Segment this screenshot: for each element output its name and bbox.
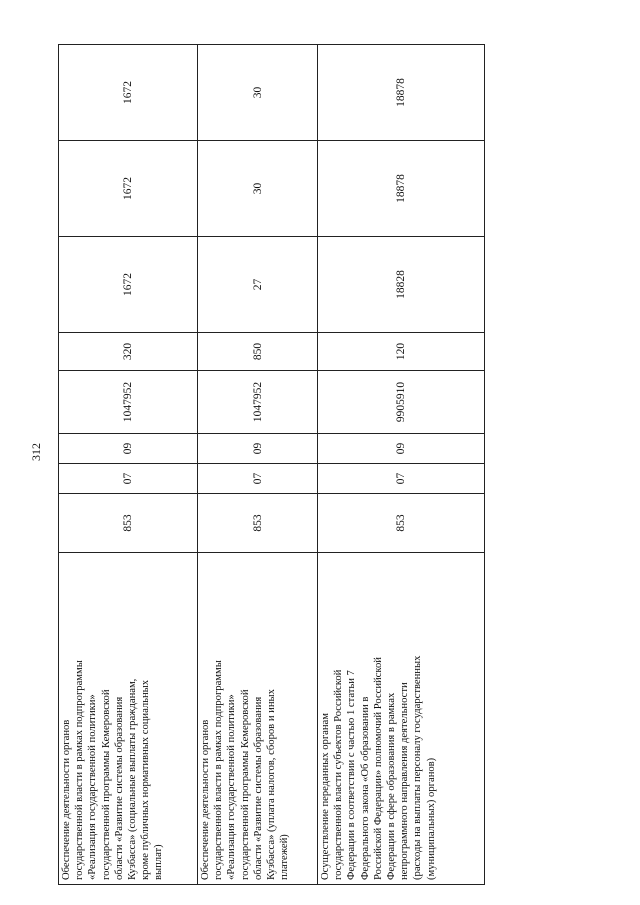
description-line: Федерации в соответствии с частью 1 статьи 7 [346, 670, 358, 880]
table-row [198, 45, 318, 885]
section-code-cell: 07 [318, 464, 485, 494]
description-line: Кузбасса» (уплата налогов, сборов и иных [266, 689, 278, 880]
description-line: выплат) [153, 844, 165, 880]
row-description [59, 553, 198, 885]
description-line: Российской Федерации» полномочий Российской [372, 657, 384, 880]
expense-type-cell: 850 [198, 333, 318, 371]
ministry-code-cell: 853 [59, 494, 198, 553]
amount-cell-1: 27 [198, 237, 318, 333]
page-number: 312 [29, 443, 43, 461]
description-line: (расходы на выплаты персоналу государственных [412, 655, 424, 880]
amount-cell-3: 1672 [59, 45, 198, 141]
amount-cell-1: 18828 [318, 237, 485, 333]
description-line: Кузбасса» (социальные выплаты гражданам, [127, 678, 139, 880]
section-code-cell: 07 [198, 464, 318, 494]
budget-table [58, 44, 485, 885]
description-line: области «Развитие системы образования [252, 696, 264, 880]
section-code-cell: 07 [59, 464, 198, 494]
description-line: платежей) [279, 834, 291, 880]
amount-cell-3: 18878 [318, 45, 485, 141]
table-inner [58, 45, 484, 885]
target-article-cell: 9905910 [318, 371, 485, 434]
table-row [318, 45, 485, 885]
description-line: государственной власти в рамках подпрограммы [213, 660, 225, 880]
subsection-code-cell: 09 [198, 434, 318, 464]
description-line: Федерального закона «Об образовании в [359, 696, 371, 880]
description-line: Федерации в сфере образования в рамках [386, 692, 398, 880]
description-line: Обеспечение деятельности органов [61, 719, 72, 880]
subsection-code-cell: 09 [318, 434, 485, 464]
target-article-cell: 1047952 [198, 371, 318, 434]
description-line: «Реализация государственной политики» [226, 694, 238, 880]
description-line: государственной власти субъектов Российской [333, 669, 345, 880]
ministry-code-cell: 853 [318, 494, 485, 553]
amount-cell-1: 1672 [59, 237, 198, 333]
amount-cell-2: 18878 [318, 141, 485, 237]
table-row [59, 45, 198, 885]
amount-cell-3: 30 [198, 45, 318, 141]
ministry-code-cell: 853 [198, 494, 318, 553]
expense-type-cell: 320 [59, 333, 198, 371]
description-line: государственной власти в рамках подпрограммы [74, 660, 86, 880]
subsection-code-cell: 09 [59, 434, 198, 464]
description-line: кроме публичных нормативных социальных [140, 679, 152, 880]
description-line: государственной программы Кемеровской [239, 689, 251, 880]
description-line: непрограммного направления деятельности [399, 682, 411, 880]
description-line: (муниципальных) органов) [425, 757, 437, 880]
description-line: государственной программы Кемеровской [100, 689, 112, 880]
description-line: Обеспечение деятельности органов [200, 719, 211, 880]
amount-cell-2: 30 [198, 141, 318, 237]
description-line: области «Развитие системы образования [113, 696, 125, 880]
amount-cell-2: 1672 [59, 141, 198, 237]
expense-type-cell: 120 [318, 333, 485, 371]
row-description [318, 553, 485, 885]
target-article-cell: 1047952 [59, 371, 198, 434]
row-description [198, 553, 318, 885]
description-line: «Реализация государственной политики» [87, 694, 99, 880]
table-rotated-wrapper [58, 45, 484, 885]
description-line: Осуществление переданных органам [320, 713, 331, 880]
